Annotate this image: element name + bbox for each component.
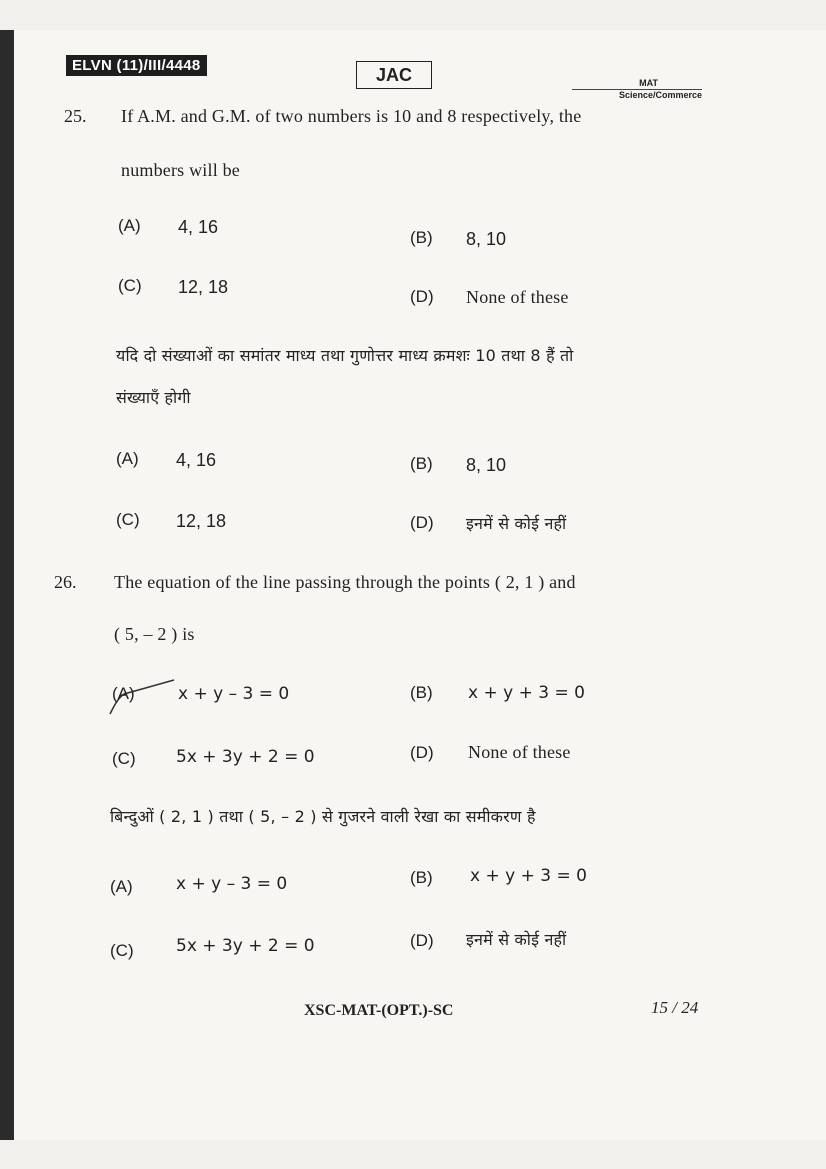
subject-block <box>572 78 702 101</box>
q26-hi-option-c-label: (C) <box>110 941 134 960</box>
q26-hi-option-b-value: x + y + 3 = 0 <box>470 866 587 886</box>
q25-hi-option-d-value: इनमें से कोई नहीं <box>466 514 567 533</box>
q25-hi-option-b-label: (B) <box>410 454 433 473</box>
q25-hi-option-a-value: 4, 16 <box>176 450 217 470</box>
q26-option-c-label: (C) <box>112 749 136 768</box>
q25-option-b-value: 8, 10 <box>466 229 507 249</box>
q26-hi-option-c-value: 5x + 3y + 2 = 0 <box>176 936 315 956</box>
q25-hi-option-b-value: 8, 10 <box>466 455 507 475</box>
q26-hi-option-a-label: (A) <box>110 877 133 896</box>
board-box: JAC <box>356 61 432 89</box>
q25-hindi-line1: यदि दो संख्याओं का समांतर माध्य तथा गुणोत्तर माध्य क्रमशः 10 तथा 8 हैं तो <box>116 346 574 365</box>
question-number-25: 25. <box>64 106 87 126</box>
q26-option-b-value: x + y + 3 = 0 <box>468 683 585 703</box>
q26-option-a-value: x + y – 3 = 0 <box>178 684 290 704</box>
q25-option-d-label: (D) <box>410 287 434 306</box>
q26-hi-option-b-label: (B) <box>410 868 433 887</box>
stream-label: Science/Commerce <box>618 90 702 100</box>
q25-option-c-value: 12, 18 <box>178 277 229 297</box>
q26-option-c-value: 5x + 3y + 2 = 0 <box>176 747 315 767</box>
q25-hi-option-a-label: (A) <box>116 449 139 468</box>
q26-text-line2: ( 5, – 2 ) is <box>114 624 195 644</box>
q26-option-a-label: (A) <box>112 684 135 703</box>
q25-option-c-label: (C) <box>118 276 142 295</box>
footer-page-number: 15 / 24 <box>651 998 699 1017</box>
q25-text-line1: If A.M. and G.M. of two numbers is 10 and 8 respectively, the <box>121 106 582 126</box>
q25-text-line2: numbers will be <box>121 160 240 180</box>
q26-hi-option-d-label: (D) <box>410 931 434 950</box>
q26-text-line1: The equation of the line passing through the points ( 2, 1 ) and <box>114 572 576 592</box>
q26-hindi-line1: बिन्दुओं ( 2, 1 ) तथा ( 5, – 2 ) से गुजरने वाली रेखा का समीकरण है <box>110 807 536 826</box>
question-number-26: 26. <box>54 572 77 592</box>
q26-option-d-label: (D) <box>410 743 434 762</box>
q25-hindi-line2: संख्याएँ होगी <box>116 388 191 407</box>
q25-option-a-label: (A) <box>118 216 141 235</box>
q25-hi-option-d-label: (D) <box>410 513 434 532</box>
q26-option-d-value: None of these <box>468 742 571 762</box>
q25-option-d-value: None of these <box>466 287 569 307</box>
paper-code-badge: ELVN (11)/III/4448 <box>66 55 207 76</box>
page-edge-shadow <box>0 30 14 1140</box>
q25-hi-option-c-value: 12, 18 <box>176 511 227 531</box>
q25-hi-option-c-label: (C) <box>116 510 140 529</box>
q26-option-b-label: (B) <box>410 683 433 702</box>
q26-hi-option-a-value: x + y – 3 = 0 <box>176 874 288 894</box>
q26-hi-option-d-value: इनमें से कोई नहीं <box>466 930 567 949</box>
footer-paper-code: XSC-MAT-(OPT.)-SC <box>304 1002 454 1019</box>
q25-option-a-value: 4, 16 <box>178 217 219 237</box>
q25-option-b-label: (B) <box>410 228 433 247</box>
subject-label: MAT <box>572 78 702 90</box>
